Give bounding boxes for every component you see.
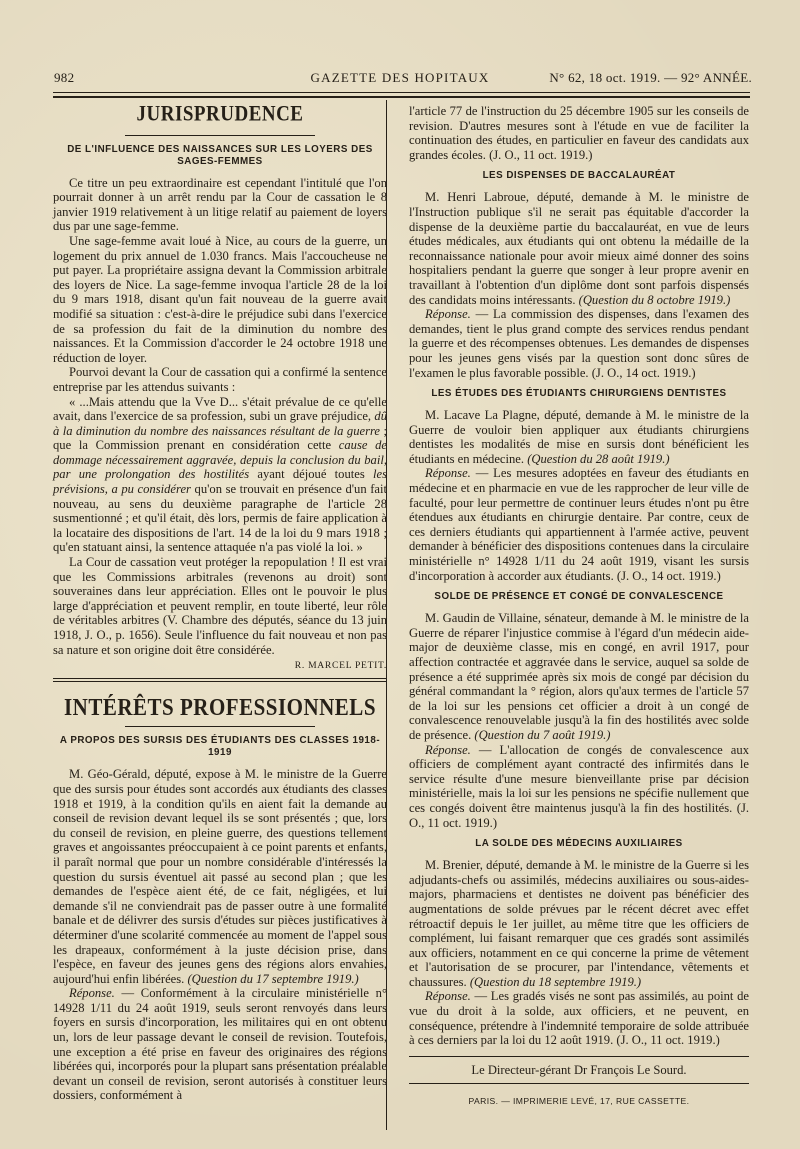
paragraph: Réponse. — L'allocation de congés de convalescence aux officiers de complément ayant contracté des infirmités dans le service résulte d'une mesure bienveillante prise par décision ministérielle, mais la loi sur les pensions ne spécifie nullement que ces congés doivent être maintenus jusqu'à la fin des hostilités. (J. O., 11 oct. 1919.) [409, 742, 749, 830]
paragraph: Pourvoi devant la Cour de cassation qui a confirmé la sentence entreprise par les attendus suivants : [53, 365, 387, 394]
article-heading: A PROPOS DES SURSIS DES ÉTUDIANTS DES CLASSES 1918-1919 [59, 735, 381, 759]
director-line: Le Directeur-gérant Dr François Le Sourd. [471, 1062, 687, 1077]
title-rule [125, 135, 315, 136]
article-heading: DE L'INFLUENCE DES NAISSANCES SUR LES LOYERS DES SAGES-FEMMES [67, 143, 373, 167]
page-number: 982 [54, 70, 75, 85]
paragraph: M. Lacave La Plagne, député, demande à M. le ministre de la Guerre de vouloir bien appliquer aux étudiants chirurgiens dentistes les modalités de mise en sursis dont bénéficient les étudiants en médecine. (Question du 28 août 1919.) [409, 408, 749, 466]
header-rule-thick [53, 96, 750, 98]
header-rule [53, 92, 750, 93]
section-rule [53, 681, 387, 682]
paragraph: M. Géo-Gérald, député, expose à M. le ministre de la Guerre que des sursis pour études sont accordés aux étudiants des classes 1918 et 1919, à la condition qu'ils en aient fait la demande au conseil de revision devant lequel ils se sont présentés ; que, lors du conseil de revision, en pleine guerre, des questions tellement graves et angoissantes préoccupaient à ce point parents et enfants, il paraît normal que pour un nombre considérable d'intéressés la question du sursis éventuel ait passé au second plan ; que les demandes de l'espèce aient été, de ce fait, négligées, et lui demande s'il ne conviendrait pas de passer outre à une formalité banale et de délivrer des sursis d'études sur pièces justificatives à déterminer d'une scolarité commencée au moment de l'appel sous les drapeaux, conformément à la juste décision prise, dans l'espèce, en faveur des jeunes gens des régions alors envahies, aujourd'hui enfin libérées. (Question du 17 septembre 1919.) [53, 767, 387, 986]
section-title-jurisprudence: JURISPRUDENCE [136, 102, 304, 127]
quotation-paragraph: « ...Mais attendu que la Vve D... s'était prévalue de ce qu'elle avait, dans l'exercice de sa profession, subi un grave préjudice, dû à la diminution du nombre des naissances résultant de la guerre ; que la Commission prenant en considération cette cause de dommage nécessairement aggravée, depuis la conclusion du bail, par une prolongation des hostilités ayant déjoué toutes les prévisions, a pu considérer qu'on se trouvait en présence d'un fait nouveau, au sens du deuxième paragraphe de l'article 28 susmentionné ; et qu'il était, dès lors, permis de faire application à la locataire des dispositions de l'art. 14 de la loi du 9 mars 1918 ; qu'en statuant ainsi, la sentence attaquée n'a pas violé la loi. » [53, 394, 387, 555]
paragraph: M. Brenier, député, demande à M. le ministre de la Guerre si les adjudants-chefs ou assimilés, médecins auxiliaires ou sous-aides-majors, pharmaciens et dentistes ne doivent pas bénéficier des augmentations de solde prévues par le récent décret avec effet rétroactif depuis le 1er juillet, au même titre que les officiers de complément, lui faisant remarquer que ces gradés sont assimilés aux officiers, notamment en ce qui concerne la prime de vêtement et l'autorisation de se procurer, par l'intendance, vêtements et chaussures. (Question du 18 septembre 1919.) [409, 858, 749, 989]
paragraph: l'article 77 de l'instruction du 25 décembre 1905 sur les conseils de revision. D'autres mesures sont à l'étude en vue de faciliter la continuation des études, en particulier en faveur des candidats aux grandes écoles. (J. O., 11 oct. 1919.) [409, 104, 749, 162]
paragraph: La Cour de cassation veut protéger la repopulation ! Il est vrai que les Commissions arbitrales (revenons au droit) sont souveraines dans leur appréciation. Elles ont le pouvoir le plus large d'appréciation et peuvent remplir, en toute liberté, leur rôle de véritables arbitres (V. Chambre des députés, séance du 13 juin 1918, J. O., p. 1656). Seule l'influence du fait nouveau et non pas sa nature et son origine doit être considérée. [53, 555, 387, 657]
article-heading: LES ÉTUDES DES ÉTUDIANTS CHIRURGIENS DENTISTES [431, 388, 727, 400]
right-column [409, 104, 749, 1109]
paragraph: Réponse. — Les gradés visés ne sont pas assimilés, au point de vue du droit à la solde, aux officiers, et ne peuvent, en conséquence, prétendre à l'indemnité temporaire de solde attribuée à ces derniers par la loi du 12 août 1919. (J. O., 11 oct. 1919.) [409, 989, 749, 1048]
paragraph: Une sage-femme avait loué à Nice, au cours de la guerre, un logement du prix annuel de 1.030 francs. Mais l'accoucheuse ne put payer. La propriétaire assigna devant la Commission arbitrale des loyers de Nice. La sage-femme invoqua l'article 28 de la loi du 9 mars 1918, disant qu'un fait nouveau de la guerre avait modifié sa situation : c'est-à-dire le préjudice subi dans l'exercice de sa profession du fait de la diminution du nombre des naissances. Et la Commission d'accorder le 24 octobre 1918 une réduction de loyer. [53, 233, 387, 365]
article-heading: LES DISPENSES DE BACCALAURÉAT [482, 170, 676, 182]
paragraph: M. Henri Labroue, député, demande à M. le ministre de l'Instruction publique s'il ne serait pas équitable d'accorder la dispense de la deuxième partie du baccalauréat, en vue de leurs études médicales, aux étudiants qui ont obtenu la médaille de la reconnaissance nationale pour avoir mieux aimé donner des soins hospitaliers pendant la guerre que songer à leur propre avenir en travaillant à l'obtention d'un diplôme dont sont parfois dispensés des candidats moins intéressants. (Question du 8 octobre 1919.) [409, 190, 749, 307]
paragraph: Réponse. — Conformément à la circulaire ministérielle n° 14928 1/11 du 24 août 1919, seuls seront renvoyés dans leurs foyers en sursis d'incorporation, les militaires qui en ont obtenu un, lors de leur passage devant le conseil de revision. Toutefois, une exception a été prise en faveur des originaires des régions libérées qui, incorporés pour la plupart sans présentation préalable devant un conseil de revision, seront autorisés à constituer leurs dossiers, conformément à [53, 986, 387, 1103]
printer-line: PARIS. — IMPRIMERIE LEVÉ, 17, RUE CASSETTE. [468, 1096, 690, 1107]
issue-info: N° 62, 18 oct. 1919. — 92° ANNÉE. [549, 70, 752, 85]
paragraph: Ce titre un peu extraordinaire est cependant l'intitulé que l'on pourrait donner à un arrêt rendu par la Cour de cassation le 8 janvier 1919 relativement à un litige relatif au paiement de loyers dus par une sage-femme. [53, 175, 387, 234]
paragraph: M. Gaudin de Villaine, sénateur, demande à M. le ministre de la Guerre de réparer l'injustice commise à l'égard d'un médecin aide-major de deuxième classe, mis en congé, en avril 1917, pour affection contractée et aggravée dans le service, auquel sa solde de présence a été supprimée après six mois de congé par décision du général commandant la ° région, alors qu'aux termes de l'article 57 de la loi sur les pensions cet officier a droit à un congé de convalescence renouvelable jusqu'à la fin des hostilités avec solde de présence. (Question du 7 août 1919.) [409, 611, 749, 742]
article-heading: SOLDE DE PRÉSENCE ET CONGÉ DE CONVALESCENCE [434, 591, 724, 603]
section-title-interets: INTÉRÊTS PROFESSIONNELS [63, 692, 376, 721]
title-rule [125, 726, 315, 727]
author-signature: R. MARCEL PETIT. [294, 660, 387, 672]
publication-title: GAZETTE DES HOPITAUX [310, 70, 490, 85]
footer-rule [409, 1083, 749, 1084]
left-column [53, 104, 387, 1103]
paragraph: Réponse. — La commission des dispenses, dans l'examen des demandes, tient le plus grand compte des services rendus pendant la guerre et des récompenses obtenues. Les demandes de dispenses pour les jeunes gens visés par la question sont donc sûres de l'examen le plus favorable possible. (J. O., 14 oct. 1919.) [409, 307, 749, 380]
article-heading: LA SOLDE DES MÉDECINS AUXILIAIRES [475, 838, 683, 850]
section-rule [53, 678, 387, 679]
paragraph: Réponse. — Les mesures adoptées en faveur des étudiants en médecine et en pharmacie en vue de les rapprocher de leur ville de faculté, pour leur permettre de continuer leurs études n'ont pu être étendues aux étudiants en chirurgie dentaire. Par contre, ceux de ces derniers étudiants qui appartiennent à l'armée active, peuvent demander à bénéficier des dispositions contenues dans la circulaire ministérielle n° 14928 1/11 du 24 août 1919, visant les sursis d'incorporation à accorder aux étudiants. (J. O., 14 oct. 1919.) [409, 466, 749, 583]
footer-rule [409, 1056, 749, 1057]
